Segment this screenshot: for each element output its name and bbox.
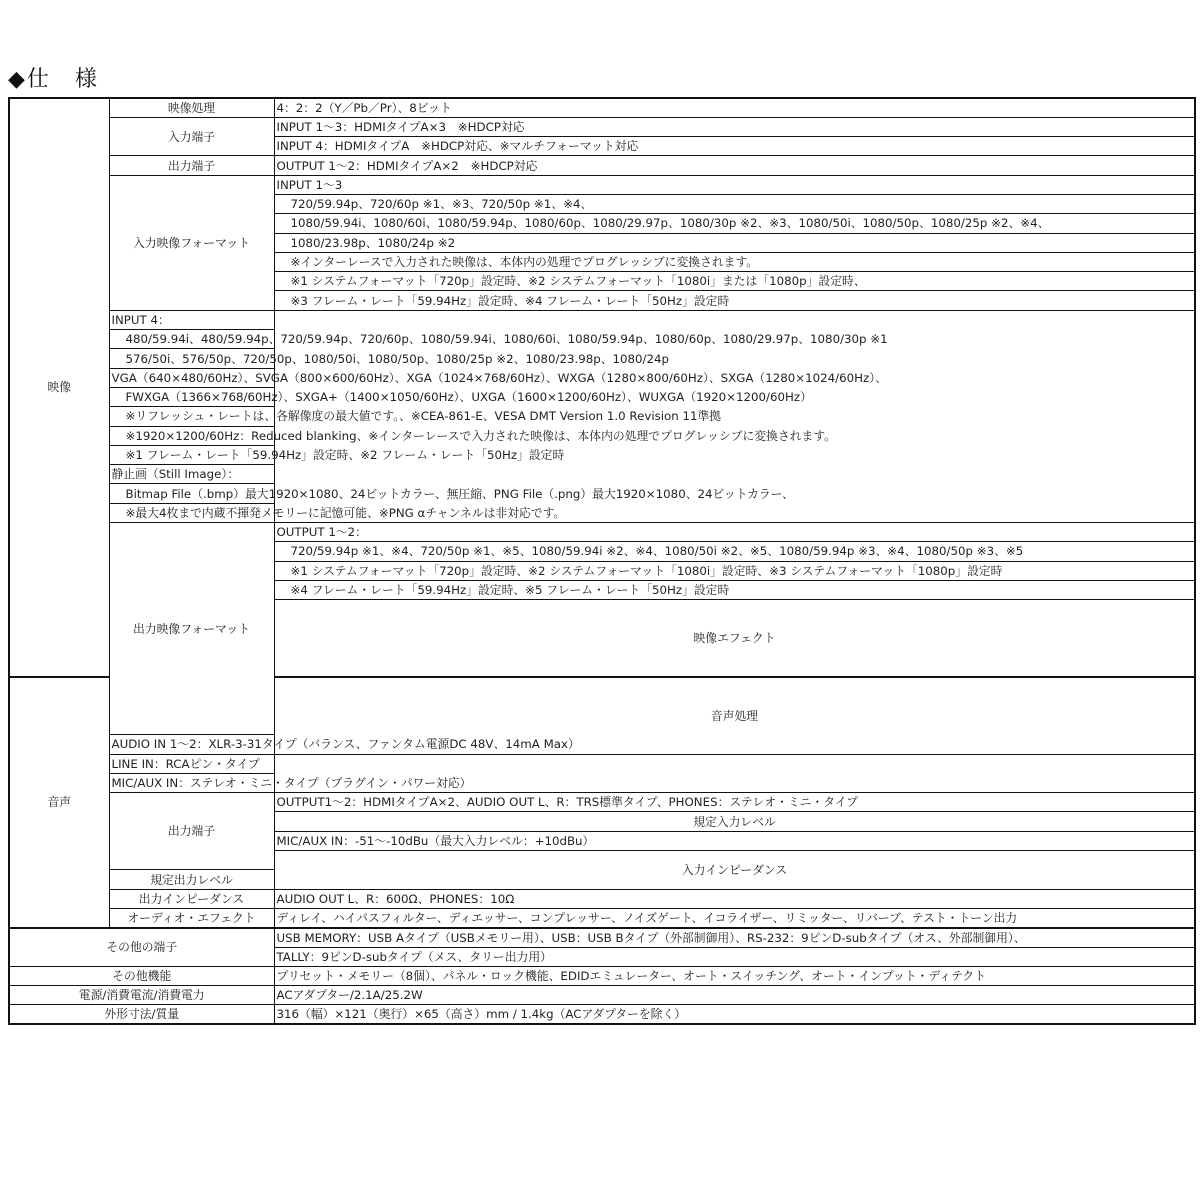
spec-value-cell: ※1920×1200/60Hz：Reduced blanking、※インターレースで入力された映像は、本体内の処理でプログレッシブに変換されます。 (109, 426, 274, 445)
subcategory-cell: 入力映像フォーマット (109, 175, 274, 310)
spec-value-cell: 静止画（Still Image）： (109, 465, 274, 484)
table-row (9, 523, 1195, 542)
subcategory-cell: 規定入力レベル (274, 812, 1195, 831)
table-row (9, 908, 1195, 927)
table-row (9, 754, 1195, 773)
table-row (9, 407, 1195, 426)
spec-value-cell: MIC/AUX IN：-51〜-10dBu（最大入力レベル：+10dBu） (274, 831, 1195, 850)
category-cell: 音声 (9, 677, 109, 928)
spec-value-cell: VGA（640×480/60Hz）、SVGA（800×600/60Hz）、XGA（1024×768/60Hz）、WXGA（1280×800/60Hz）、SXGA（1280×1024/60Hz）、 (109, 368, 274, 387)
table-row (9, 986, 1195, 1005)
spec-value-cell: 480/59.94i、480/59.94p、720/59.94p、720/60p、1080/59.94i、1080/60i、1080/59.94p、1080/60p、1080/29.97p、1080/30p ※1 (109, 330, 274, 349)
table-row (9, 793, 1195, 812)
table-row (9, 426, 1195, 445)
spec-value-cell: INPUT 1〜3 (274, 175, 1195, 194)
table-row (9, 330, 1195, 349)
spec-value-cell: FWXGA（1366×768/60Hz）、SXGA+（1400×1050/60Hz）、UXGA（1600×1200/60Hz）、WUXGA（1920×1200/60Hz） (109, 387, 274, 406)
subcategory-cell: 映像処理 (109, 98, 274, 117)
spec-value-cell: INPUT 4： (109, 310, 274, 329)
subcategory-cell: 出力端子 (109, 156, 274, 175)
subcategory-cell: オーディオ・エフェクト (109, 908, 274, 927)
spec-value-cell: LINE IN：RCAピン・タイプ (109, 754, 274, 773)
spec-value-cell: ※インターレースで入力された映像は、本体内の処理でプログレッシブに変換されます。 (274, 252, 1195, 271)
spec-value-cell: 1080/23.98p、1080/24p ※2 (274, 233, 1195, 252)
spec-value-cell: 720/59.94p ※1、※4、720/50p ※1、※5、1080/59.94i ※2、※4、1080/50i ※2、※5、1080/59.94p ※3、※4、1080/50p ※3、※5 (274, 542, 1195, 561)
subcategory-cell: 映像エフェクト (274, 600, 1195, 677)
table-row (9, 368, 1195, 387)
table-row (9, 484, 1195, 503)
table-row (9, 175, 1195, 194)
spec-value-cell: ※3 フレーム・レート「59.94Hz」設定時、※4 フレーム・レート「50Hz」設定時 (274, 291, 1195, 310)
spec-table (8, 97, 1196, 1025)
spec-value-cell: AUDIO IN 1〜2：XLR-3-31タイプ（バランス、ファンタム電源DC 48V、14mA Max） (109, 735, 274, 754)
subcategory-cell: 規定出力レベル (109, 870, 274, 889)
table-row (9, 465, 1195, 484)
spec-value-cell: ディレイ、ハイパスフィルター、ディエッサー、コンプレッサー、ノイズゲート、イコライザー、リミッター、リバーブ、テスト・トーン出力 (274, 908, 1195, 927)
table-row (9, 117, 1195, 136)
spec-value-cell: INPUT 1〜3：HDMIタイプA×3 ※HDCP対応 (274, 117, 1195, 136)
spec-value-cell: ※1 システムフォーマット「720p」設定時、※2 システムフォーマット「1080i」設定時、※3 システムフォーマット「1080p」設定時 (274, 561, 1195, 580)
table-row (9, 445, 1195, 464)
spec-value-cell: 316（幅）×121（奥行）×65（高さ）mm / 1.4kg（ACアダプターを除く） (274, 1005, 1195, 1024)
spec-value-cell: プリセット・メモリー（8個）、パネル・ロック機能、EDIDエミュレーター、オート・スイッチング、オート・インプット・ディテクト (274, 966, 1195, 985)
subcategory-cell: 出力インピーダンス (109, 889, 274, 908)
subcategory-cell: 入力端子 (109, 117, 274, 156)
table-row (9, 928, 1195, 947)
table-row (9, 310, 1195, 329)
subcategory-cell: 出力端子 (109, 793, 274, 870)
table-row (9, 98, 1195, 117)
spec-value-cell: TALLY：9ピンD-subタイプ（メス、タリー出力用） (274, 947, 1195, 966)
spec-value-cell: ※最大4枚まで内蔵不揮発メモリーに記憶可能、※PNG αチャンネルは非対応です。 (109, 503, 274, 522)
page-title: ◆仕 様 (8, 67, 99, 92)
spec-value-cell: 576/50i、576/50p、720/50p、1080/50i、1080/50p、1080/25p ※2、1080/23.98p、1080/24p (109, 349, 274, 368)
category-cell: その他機能 (9, 966, 274, 985)
category-cell: その他の端子 (9, 928, 274, 967)
spec-value-cell: AUDIO OUT L、R：600Ω、PHONES：10Ω (274, 889, 1195, 908)
spec-value-cell: 4：2：2（Y／Pb／Pr）、8ビット (274, 98, 1195, 117)
spec-value-cell: ※リフレッシュ・レートは、各解像度の最大値です。、※CEA-861-E、VESA DMT Version 1.0 Revision 11準拠 (109, 407, 274, 426)
table-row (9, 966, 1195, 985)
spec-value-cell: INPUT 4：HDMIタイプA ※HDCP対応、※マルチフォーマット対応 (274, 137, 1195, 156)
subcategory-cell: 音声処理 (274, 677, 1195, 754)
table-row (9, 349, 1195, 368)
subcategory-cell: 入力インピーダンス (274, 851, 1195, 890)
category-cell: 電源/消費電流/消費電力 (9, 986, 274, 1005)
spec-value-cell: ACアダプター/2.1A/25.2W (274, 986, 1195, 1005)
subcategory-cell: 出力映像フォーマット (109, 523, 274, 735)
table-row (9, 889, 1195, 908)
table-row (9, 1005, 1195, 1024)
spec-value-cell: OUTPUT 1〜2： (274, 523, 1195, 542)
table-row (9, 503, 1195, 522)
spec-value-cell: OUTPUT 1〜2：HDMIタイプA×2 ※HDCP対応 (274, 156, 1195, 175)
table-row (9, 156, 1195, 175)
spec-value-cell: 1080/59.94i、1080/60i、1080/59.94p、1080/60p、1080/29.97p、1080/30p ※2、※3、1080/50i、1080/50p、1080/25p ※2、※4、 (274, 214, 1195, 233)
table-row (9, 773, 1195, 792)
spec-value-cell: 720/59.94p、720/60p ※1、※3、720/50p ※1、※4、 (274, 194, 1195, 213)
spec-value-cell: Bitmap File（.bmp）最大1920×1080、24ビットカラー、無圧縮、PNG File（.png）最大1920×1080、24ビットカラー、 (109, 484, 274, 503)
spec-value-cell: MIC/AUX IN：ステレオ・ミニ・タイプ（プラグイン・パワー対応） (109, 773, 274, 792)
spec-value-cell: OUTPUT1〜2：HDMIタイプA×2、AUDIO OUT L、R：TRS標準タイプ、PHONES：ステレオ・ミニ・タイプ (274, 793, 1195, 812)
spec-value-cell: USB MEMORY：USB Aタイプ（USBメモリー用）、USB：USB Bタイプ（外部制御用）、RS-232：9ピンD-subタイプ（オス、外部制御用）、 (274, 928, 1195, 947)
category-cell: 外形寸法/質量 (9, 1005, 274, 1024)
spec-value-cell: ※4 フレーム・レート「59.94Hz」設定時、※5 フレーム・レート「50Hz」設定時 (274, 580, 1195, 599)
spec-value-cell: ※1 システムフォーマット「720p」設定時、※2 システムフォーマット「1080i」または「1080p」設定時、 (274, 272, 1195, 291)
spec-value-cell: ※1 フレーム・レート「59.94Hz」設定時、※2 フレーム・レート「50Hz」設定時 (109, 445, 274, 464)
table-row (9, 387, 1195, 406)
category-cell: 映像 (9, 98, 109, 677)
